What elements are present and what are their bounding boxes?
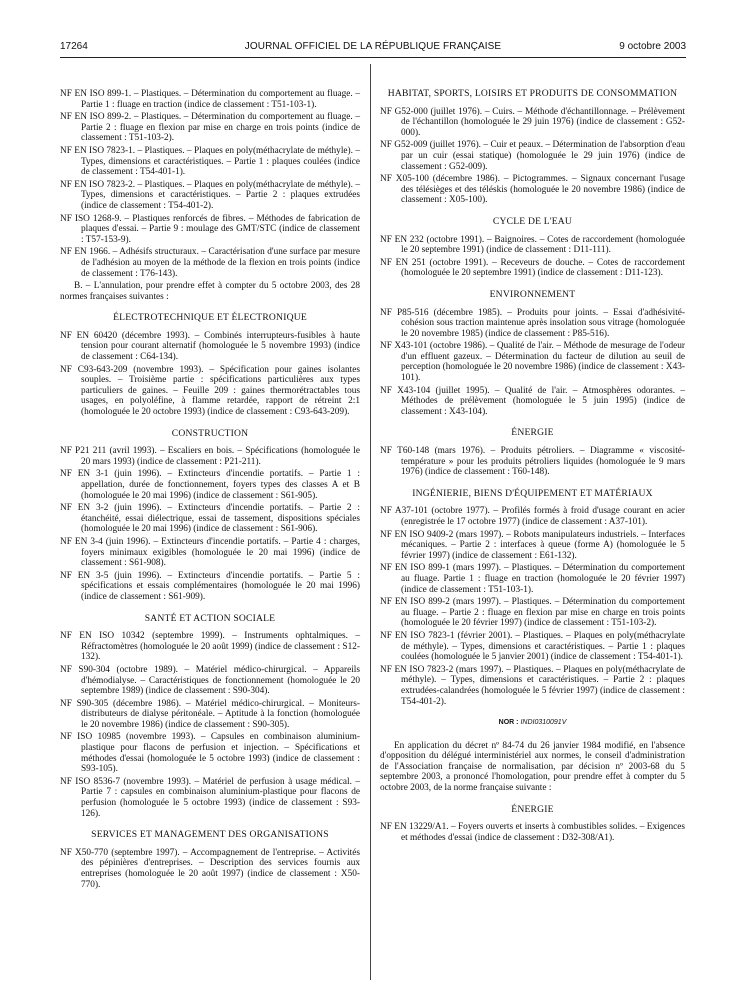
standard-entry: NF X05-100 (décembre 1986). – Pictogrammes. – Signaux concernant l'usage des télésièges et des téléskis (homologuée le 20 novembre 1986) (indice de classement : X05-100).: [380, 174, 685, 206]
standard-entry: NF G52-009 (juillet 1976). – Cuir et peaux. – Détermination de l'absorption d'eau par un cuir (essai statique) (homologuée le 29 juin 1976) (indice de classement : G52-009).: [380, 140, 685, 172]
standard-entry: NF G52-000 (juillet 1976). – Cuirs. – Méthode d'échantillonnage. – Prélèvement de l'échantillon (homologuée le 29 juin 1976) (indice de classement : G52-000).: [380, 106, 685, 138]
standard-entry: NF S90-305 (décembre 1986). – Matériel médico-chirurgical. – Moniteurs-distributeurs de dialyse péritonéale. – Aptitude à la fonction (homologuée le 20 novembre 1986) (indice de classement : S90-305).: [60, 698, 360, 730]
standard-entry: NF EN 3-1 (juin 1996). – Extincteurs d'incendie portatifs. – Partie 1 : appellation, durée de fonctionnement, foyers types des classes A et B (homologuée le 20 mai 1996) (indice de classement : S61-905).: [60, 469, 360, 501]
standard-entry: NF S90-304 (octobre 1989). – Matériel médico-chirurgical. – Appareils d'hémodialyse. – Caractéristiques de fonctionnement (homologuée le 20 septembre 1989) (indice de classement : S90-304).: [60, 664, 360, 697]
right-column: [380, 89, 685, 845]
standard-entry: NF EN ISO 7823-2. – Plastiques. – Plaques en poly(méthacrylate de méthyle). – Types, dimensions et caractéristiques. – Partie 2 : plaques extrudées (indice de classement : T54-401-2).: [60, 179, 360, 211]
standard-entry: NF EN ISO 899-2. – Plastiques. – Détermination du comportement au fluage. – Partie 2 : fluage en flexion par mise en charge en trois points (indice de classement : T51-103-2).: [60, 112, 360, 144]
left-column: [60, 89, 360, 892]
standard-entry: NF EN ISO 10342 (septembre 1999). – Instruments ophtalmiques. – Réfractomètres (homologuée le 20 août 1999) (indice de classement : S12-132).: [60, 631, 360, 663]
standard-entry: NF EN ISO 899-1 (mars 1997). – Plastiques. – Détermination du comportement au fluage. Partie 1 : fluage en traction (homologuée le 20 février 1997) (indice de classement : T51-103-1).: [380, 563, 685, 595]
standard-entry: NF X43-104 (juillet 1995). – Qualité de l'air. – Atmosphères odorantes. – Méthodes de prélèvement (homologuée le 5 juin 1995) (indice de classement : X43-104).: [380, 385, 685, 417]
nor-reference: [380, 718, 685, 729]
standard-entry: NF EN ISO 7823-2 (mars 1997). – Plastiques. – Plaques en poly(méthacrylate de méthyle). – Types, dimensions et caractéristiques. – Partie 2 : plaques extrudées-calandrées (homologuée le 5 février 1997) (indice de classement : T54-401-2).: [380, 664, 685, 707]
section-heading: ÉNERGIE: [511, 803, 554, 815]
section-heading: CYCLE DE L'EAU: [492, 215, 573, 227]
standard-entry: NF EN 60420 (décembre 1993). – Combinés interrupteurs-fusibles à haute tension pour courant alternatif (homologuée le 5 novembre 1993) (indice de classement : C64-134).: [60, 330, 360, 363]
standard-entry: NF A37-101 (octobre 1977). – Profilés formés à froid d'usage courant en acier (enregistrée le 17 octobre 1977) (indice de classement : A37-101).: [380, 506, 685, 527]
column-divider: [370, 64, 371, 980]
nor-code: INDI0310091V: [520, 719, 567, 727]
issue-date: 9 octobre 2003: [619, 41, 686, 52]
standard-entry: NF X43-101 (octobre 1986). – Qualité de l'air. – Méthode de mesurage de l'odeur d'un effluent gazeux. – Détermination du facteur de dilution au seuil de perception (homologuée le 20 novembre 1986) (indice de classement : X43-101).: [380, 341, 685, 384]
decree-paragraph: En application du décret nº 84-74 du 26 janvier 1984 modifié, en l'absence d'opposition du délégué interministériel aux normes, le conseil d'administration de l'Association française de normalisation, par décision nº 2003-68 du 5 septembre 2003, a prononcé l'homologation, pour prendre effet à compter du 5 octobre 2003, de la norme française suivante :: [380, 740, 685, 794]
standard-entry: NF EN 251 (octobre 1991). – Receveurs de douche. – Cotes de raccordement (homologuée le 20 septembre 1991) (indice de classement : D11-123).: [380, 257, 685, 279]
standard-entry: NF EN ISO 7823-1 (février 2001). – Plastiques. – Plaques en poly(méthacrylate de méthyle). – Types, dimensions et caractéristiques. – Partie 1 : plaques coulées (homologuée le 5 janvier 2001) (indice de classement : T54-401-1).: [380, 630, 685, 663]
standard-entry: NF EN ISO 899-2 (mars 1997). – Plastiques. – Détermination du comportement au fluage. – Partie 2 : fluage en flexion par mise en charge en trois points (homologuée le 20 février 1997) (indice de classement : T51-103-2).: [380, 597, 685, 629]
journal-title: JOURNAL OFFICIEL DE LA RÉPUBLIQUE FRANÇAISE: [244, 41, 502, 52]
page-number: 17264: [60, 41, 88, 52]
header-rule: [60, 57, 686, 58]
standard-entry: NF ISO 1268-9. – Plastiques renforcés de fibres. – Méthodes de fabrication de plaques d'essai. – Partie 9 : moulage des GMT/STC (indice de classement : T57-153-9).: [60, 213, 360, 245]
section-heading: SERVICES ET MANAGEMENT DES ORGANISATIONS: [91, 829, 329, 841]
standard-entry: NF X50-770 (septembre 1997). – Accompagnement de l'entreprise. – Activités des pépinières d'entreprises. – Description des services fournis aux entreprises (homologuée le 20 août 1997) (indice de classement : X50-770).: [60, 847, 360, 890]
section-heading: INGÉNIERIE, BIENS D'ÉQUIPEMENT ET MATÉRIAUX: [412, 487, 653, 499]
standard-entry: NF EN ISO 899-1. – Plastiques. – Détermination du comportement au fluage. – Partie 1 : fluage en traction (indice de classement : T51-103-1).: [60, 89, 360, 110]
section-heading: CONSTRUCTION: [171, 427, 249, 439]
standard-entry: NF ISO 8536-7 (novembre 1993). – Matériel de perfusion à usage médical. – Partie 7 : capsules en combinaison aluminium-plastique pour flacons de perfusion (homologuée le 5 octobre 1993) (indice de classement : S93-126).: [60, 776, 360, 819]
annulation-intro: B. – L'annulation, pour prendre effet à compter du 5 octobre 2003, des 28 normes françaises suivantes :: [60, 281, 360, 302]
standard-entry: NF EN 3-5 (juin 1996). – Extincteurs d'incendie portatifs. – Partie 5 : spécifications et essais complémentaires (homologuée le 20 mai 1996) (indice de classement : S61-909).: [60, 570, 360, 602]
page-header: [60, 41, 686, 55]
standard-entry: NF EN 3-4 (juin 1996). – Extincteurs d'incendie portatifs. – Partie 4 : charges, foyers minimaux exigibles (homologuée le 20 mai 1996) (indice de classement : S61-908).: [60, 536, 360, 569]
standard-entry: NF EN 3-2 (juin 1996). – Extincteurs d'incendie portatifs. – Partie 2 : étanchéité, essai diélectrique, essai de tassement, dispositions spéciales (homologuée le 20 mai 1996) (indice de classement : S61-906).: [60, 503, 360, 535]
standard-entry: NF EN 1966. – Adhésifs structuraux. – Caractérisation d'une surface par mesure de l'adhésion au moyen de la méthode de la flexion en trois points (indice de classement : T76-143).: [60, 247, 360, 279]
standard-entry: NF P85-516 (décembre 1985). – Produits pour joints. – Essai d'adhésivité-cohésion sous traction maintenue après insolation sous vitrage (homologuée le 20 novembre 1985) (indice de classement : P85-516).: [380, 307, 685, 339]
section-heading: ENVIRONNEMENT: [489, 288, 576, 300]
standard-entry: NF EN 13229/A1. – Foyers ouverts et inserts à combustibles solides. – Exigences et méthodes d'essai (indice de classement : D32-308/A1).: [380, 822, 685, 843]
standard-entry: NF C93-643-209 (novembre 1993). – Spécification pour gaines isolantes souples. – Troisième partie : spécifications particulières aux types particuliers de gaines. – Feuille 209 : gaines thermorétractables tous usages, en polyoléfine, à flamme retardée, rapport de rétreint 2:1 (homologuée le 20 octobre 1993) (indice de classement : C93-643-209).: [60, 364, 360, 418]
standard-entry: NF ISO 10985 (novembre 1993). – Capsules en combinaison aluminium-plastique pour flacons de perfusion et injection. – Spécifications et méthodes d'essai (homologuée le 5 octobre 1993) (indice de classement : S93-105).: [60, 732, 360, 775]
standard-entry: NF EN 232 (octobre 1991). – Baignoires. – Cotes de raccordement (homologuée le 20 septembre 1991) (indice de classement : D11-111).: [380, 234, 685, 256]
section-heading: SANTÉ ET ACTION SOCIALE: [144, 612, 276, 624]
standard-entry: NF T60-148 (mars 1976). – Produits pétroliers. – Diagramme « viscosité-température » pour les produits pétroliers liquides (homologuée le 9 mars 1976) (indice de classement : T60-148).: [380, 446, 685, 478]
standard-entry: NF P21 211 (avril 1993). – Escaliers en bois. – Spécifications (homologuée le 20 mars 1993) (indice de classement : P21-211).: [60, 446, 360, 467]
section-heading: ÉLECTROTECHNIQUE ET ÉLECTRONIQUE: [113, 312, 307, 324]
section-heading: HABITAT, SPORTS, LOISIRS ET PRODUITS DE CONSOMMATION: [387, 88, 678, 99]
standard-entry: NF EN ISO 7823-1. – Plastiques. – Plaques en poly(méthacrylate de méthyle). – Types, dimensions et caractéristiques. – Partie 1 : plaques coulées (indice de classement : T54-401-1).: [60, 145, 360, 178]
standard-entry: NF EN ISO 9409-2 (mars 1997). – Robots manipulateurs industriels. – Interfaces mécaniques. – Partie 2 : interfaces à queue (forme A) (homologuée le 5 février 1997) (indice de classement : E61-132).: [380, 529, 685, 561]
nor-label: NOR :: [498, 719, 519, 727]
section-heading: ÉNERGIE: [511, 427, 554, 439]
